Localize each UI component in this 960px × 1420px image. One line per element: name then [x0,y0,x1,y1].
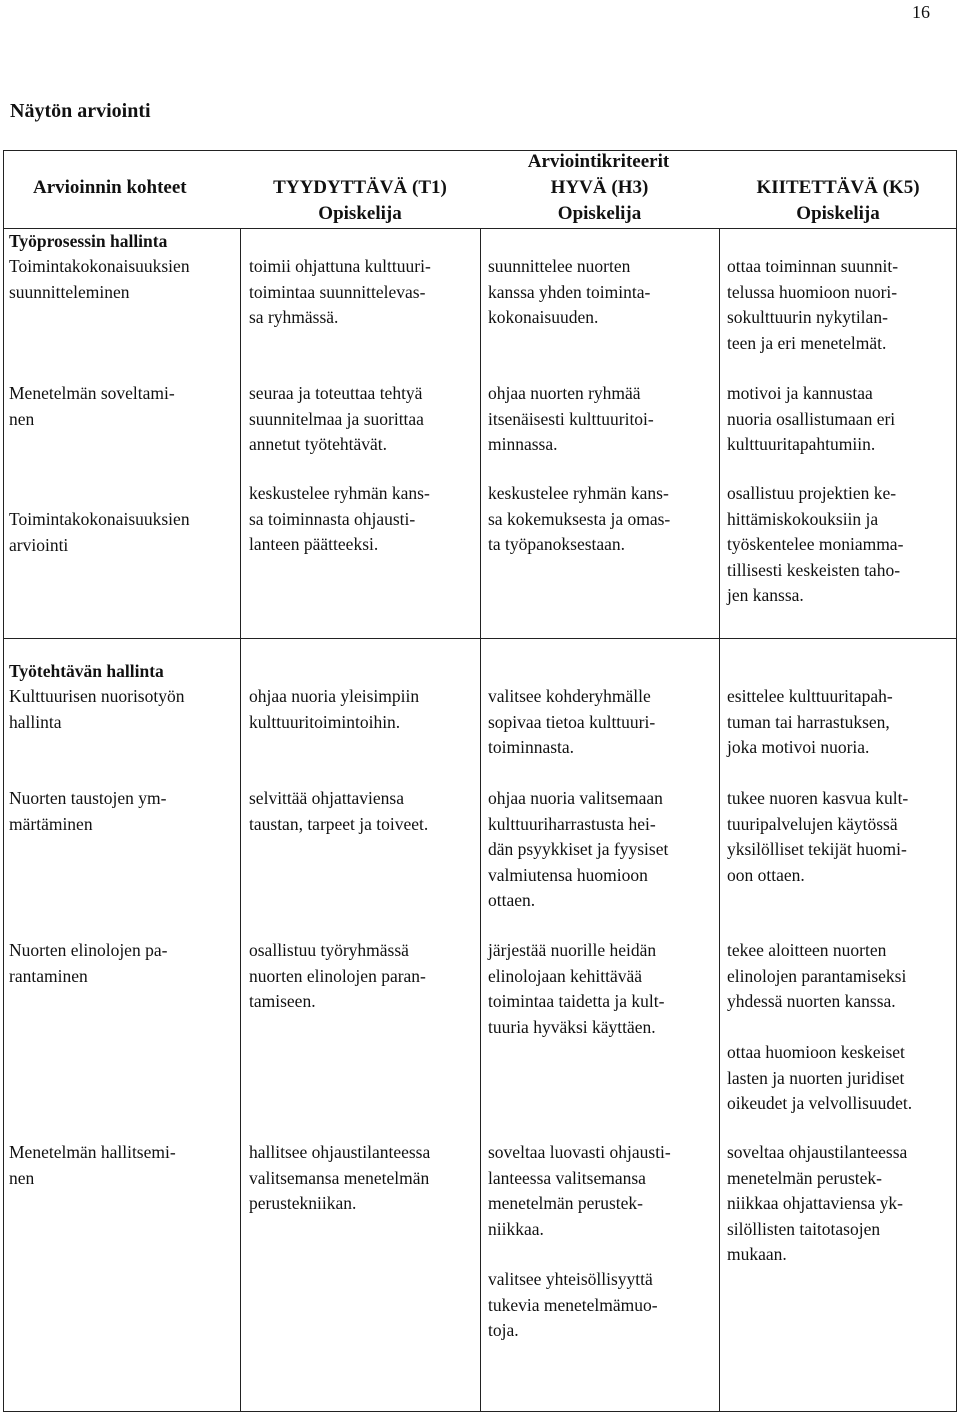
target-cell: Nuorten elinolojen pa- rantaminen [9,940,168,986]
level-header-t1: TYYDYTTÄVÄ (T1) [273,177,447,198]
section-title: Työprosessin hallinta [9,231,168,251]
target-cell: Nuorten taustojen ym- märtäminen [9,788,167,834]
criterion-t1: hallitsee ohjaustilanteessa valitsemansa menetelmän perustekniikan. [249,1142,431,1213]
column-divider [480,228,481,1412]
criterion-t1: keskustelee ryhmän kans- sa toiminnasta ohjausti- lanteen päätteeksi. [249,483,430,554]
criterion-k5: tekee aloitteen nuorten elinolojen parantamiseksi yhdessä nuorten kanssa. [727,940,907,1011]
sub-header-k5: Opiskelija [796,203,880,224]
column-divider [719,228,720,1412]
criterion-h3-extra: valitsee yhteisöllisyyttä tukevia menetelmämuo- toja. [488,1269,658,1340]
criterion-k5: soveltaa ohjaustilanteessa menetelmän perustek- niikkaa ohjattaviensa yk- silöllisten taitotasojen mukaan. [727,1142,908,1264]
criterion-k5-extra: ottaa huomioon keskeiset lasten ja nuorten juridiset oikeudet ja velvollisuudet. [727,1042,913,1113]
target-cell: Kulttuurisen nuorisotyön hallinta [9,686,185,732]
criterion-k5: tukee nuoren kasvua kult- tuuripalvelujen käytössä yksilölliset tekijät huomi- oon ottaen. [727,788,909,885]
criterion-t1: seuraa ja toteuttaa tehtyä suunnitelmaa ja suorittaa annetut työtehtävät. [249,383,424,454]
criterion-h3: valitsee kohderyhmälle sopivaa tietoa kulttuuri- toiminnasta. [488,686,656,757]
target-cell: Menetelmän soveltami- nen [9,383,175,429]
target-cell: Toimintakokonaisuuksien suunnitteleminen [9,256,190,302]
criterion-k5: osallistuu projektien ke- hittämiskokouksiin ja työskentelee moniamma- tillisesti keskeisten taho- jen kanssa. [727,483,904,605]
criterion-t1: osallistuu työryhmässä nuorten elinolojen paran- tamiseen. [249,940,426,1011]
page-number: 16 [912,2,930,22]
criterion-k5: motivoi ja kannustaa nuoria osallistumaan eri kulttuuritapahtumiin. [727,383,896,454]
section-title: Työtehtävän hallinta [9,661,164,681]
criterion-t1: selvittää ohjattaviensa taustan, tarpeet ja toiveet. [249,788,429,834]
level-header-k5: KIITETTÄVÄ (K5) [756,177,920,198]
criteria-title: Arviointikriteerit [527,151,670,172]
sub-header-t1: Opiskelija [318,203,402,224]
page-heading: Näytön arviointi [10,100,151,122]
criterion-t1: ohjaa nuoria yleisimpiin kulttuuritoimintoihin. [249,686,420,732]
column-divider [240,228,241,1412]
criterion-h3: keskustelee ryhmän kans- sa kokemuksesta ja omas- ta työpanoksestaan. [488,483,671,554]
sub-header-h3: Opiskelija [557,203,642,224]
criterion-h3: järjestää nuorille heidän elinolojaan kehittävää toimintaa taidetta ja kult- tuuria hyväksi käyttäen. [488,940,665,1037]
target-cell: Toimintakokonaisuuksien arviointi [9,509,190,555]
criterion-h3: ohjaa nuoria valitsemaan kulttuuriharrastusta hei- dän psyykkiset ja fyysiset valmiutensa huomioon ottaen. [488,788,669,910]
criterion-h3: suunnittelee nuorten kanssa yhden toiminta- kokonaisuuden. [488,256,651,327]
targets-column-header: Arvioinnin kohteet [33,177,187,198]
section-divider [3,638,957,639]
criterion-t1: toimii ohjattuna kulttuuri- toimintaa suunnittelevas- sa ryhmässä. [249,256,431,327]
target-cell: Menetelmän hallitsemi- nen [9,1142,176,1188]
criterion-k5: esittelee kulttuuritapah- tuman tai harrastuksen, joka motivoi nuoria. [727,686,893,757]
criterion-k5: ottaa toiminnan suunnit- telussa huomioon nuori- sokulttuurin nykytilan- teen ja eri menetelmät. [727,256,899,353]
criterion-h3: ohjaa nuorten ryhmää itsenäisesti kulttuuritoi- minnassa. [488,383,654,454]
level-header-h3: HYVÄ (H3) [550,177,649,198]
criterion-h3: soveltaa luovasti ohjausti- lanteessa valitsemansa menetelmän perustek- niikkaa. [488,1142,671,1239]
